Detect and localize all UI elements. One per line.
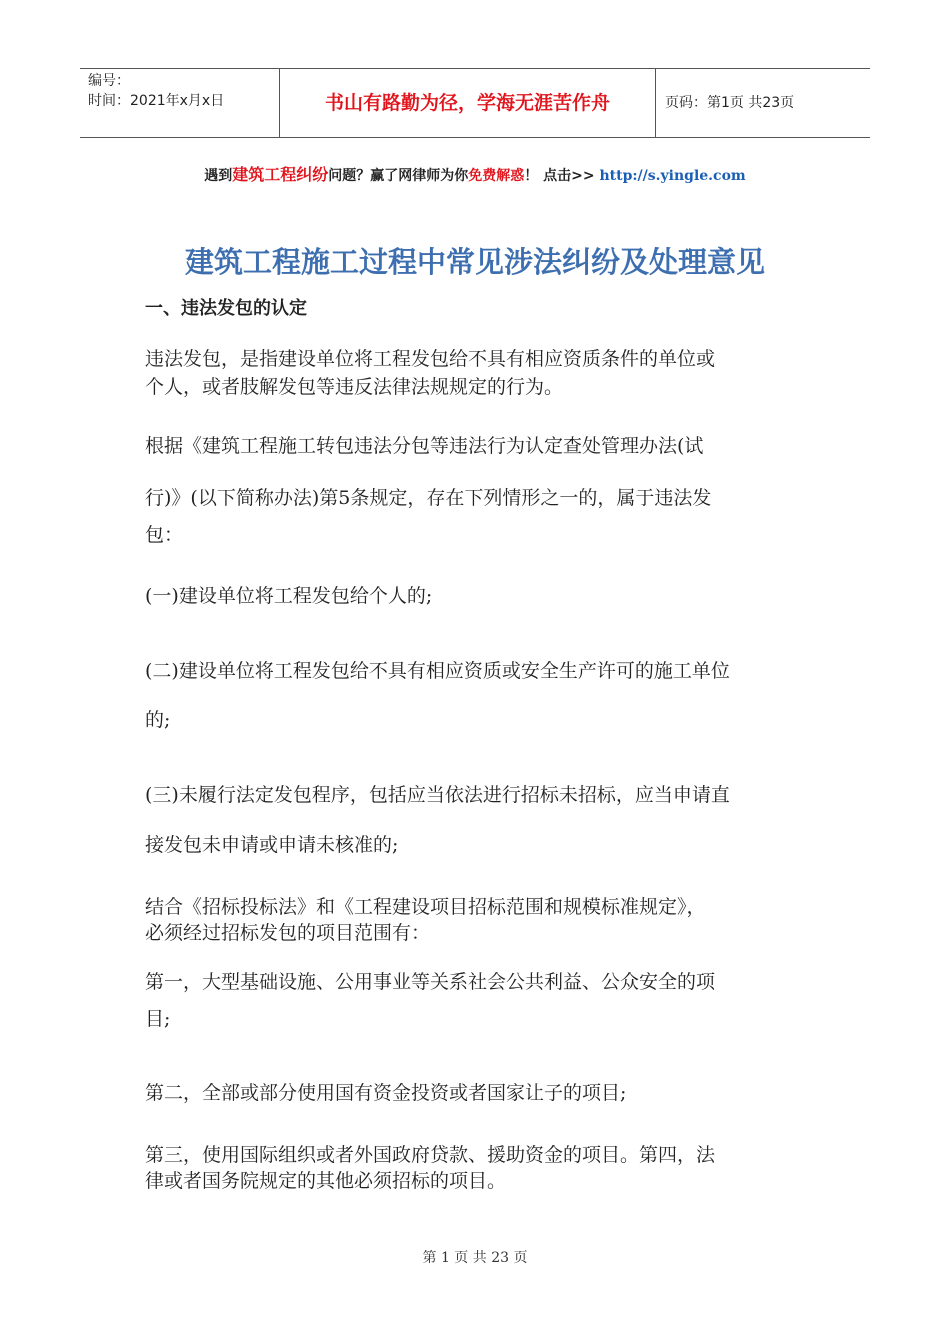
page-info: 页码：第1页 共23页 bbox=[665, 95, 795, 111]
header-table bbox=[80, 68, 870, 138]
paragraph-line: 目; bbox=[145, 1008, 171, 1030]
paragraph-line: 必须经过招标发包的项目范围有： bbox=[145, 922, 431, 944]
paragraph-line: 第一，大型基础设施、公用事业等关系社会公共利益、公众安全的项 bbox=[145, 971, 716, 993]
time-label: 时间：2021年x月x日 bbox=[88, 93, 225, 109]
ad-prefix: 遇到 bbox=[204, 168, 233, 184]
paragraph-line: 根据《建筑工程施工转包违法分包等违法行为认定查处管理办法(试 bbox=[145, 435, 704, 457]
ad-middle: 问题？赢了网律师为你 bbox=[328, 168, 469, 184]
number-label: 编号： bbox=[88, 73, 130, 89]
page-footer: 第 1 页 共 23 页 bbox=[422, 1250, 528, 1266]
list-item-continued: 接发包未申请或申请未核准的; bbox=[145, 834, 399, 856]
ad-banner bbox=[0, 162, 950, 185]
ad-highlight-topic: 建筑工程纠纷 bbox=[232, 165, 329, 184]
paragraph-line: 个人，或者肢解发包等违反法律法规规定的行为。 bbox=[145, 376, 564, 398]
motto: 书山有路勤为径，学海无涯苦作舟 bbox=[280, 69, 656, 137]
document-title: 建筑工程施工过程中常见涉法纠纷及处理意见 bbox=[184, 245, 765, 279]
section-heading: 一、违法发包的认定 bbox=[145, 298, 307, 319]
paragraph-line: 结合《招标投标法》和《工程建设项目招标范围和规模标准规定》， bbox=[145, 896, 706, 918]
paragraph-line: 违法发包，是指建设单位将工程发包给不具有相应资质条件的单位或 bbox=[145, 348, 716, 370]
paragraph-line: 律或者国务院规定的其他必须招标的项目。 bbox=[145, 1170, 507, 1192]
ad-link[interactable]: http://s.yingle.com bbox=[599, 168, 746, 184]
header-meta-cell bbox=[80, 69, 280, 137]
list-item: (三)未履行法定发包程序，包括应当依法进行招标未招标，应当申请直 bbox=[145, 784, 730, 806]
ad-suffix: ！ 点击>> bbox=[524, 168, 600, 184]
paragraph-line: 第二，全部或部分使用国有资金投资或者国家让子的项目; bbox=[145, 1082, 627, 1104]
paragraph-line: 包： bbox=[145, 524, 184, 546]
paragraph-line: 第三，使用国际组织或者外国政府贷款、援助资金的项目。第四，法 bbox=[145, 1144, 716, 1166]
list-item: (一)建设单位将工程发包给个人的; bbox=[145, 585, 433, 607]
paragraph-line: 行)》(以下简称办法)第5条规定，存在下列情形之一的，属于违法发 bbox=[145, 487, 712, 509]
list-item-continued: 的; bbox=[145, 709, 171, 731]
ad-highlight-free: 免费解惑 bbox=[468, 168, 525, 184]
list-item: (二)建设单位将工程发包给不具有相应资质或安全生产许可的施工单位 bbox=[145, 660, 730, 682]
